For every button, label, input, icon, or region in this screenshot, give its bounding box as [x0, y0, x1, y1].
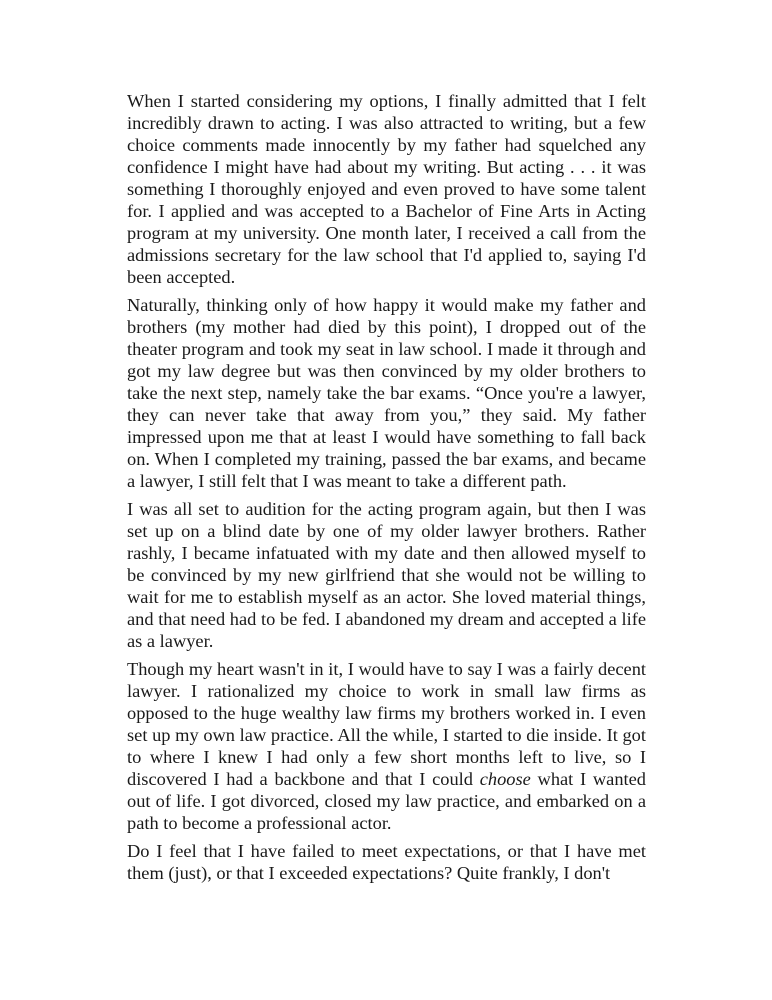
paragraph-2: Naturally, thinking only of how happy it would make my father and brothers (my mother had died by this point), I dropped out of the theater program and took my seat in law school. I made it through and got my law degree but was then convinced by my older brothers to take the next step, namely take the bar exams. “Once you're a lawyer, they can never take that away from you,” they said. My father impressed upon me that at least I would have something to fall back on. When I completed my training, passed the bar exams, and became a lawyer, I still felt that I was meant to take a different path. — [127, 295, 646, 491]
paragraph-5: Do I feel that I have failed to meet expectations, or that I have met them (just), or that I exceeded expectations? Quite frankly, I don't — [127, 841, 646, 883]
emphasized-word: choose — [479, 769, 531, 789]
paragraph-4 — [127, 658, 646, 834]
paragraph-3: I was all set to audition for the acting program again, but then I was set up on a blind date by one of my older lawyer brothers. Rather rashly, I became infatuated with my date and then allowed myself to be convinced by my new girlfriend that she would not be willing to wait for me to establish myself as an actor. She loved material things, and that need had to be fed. I abandoned my dream and accepted a life as a lawyer. — [127, 499, 646, 651]
paragraph-1: When I started considering my options, I finally admitted that I felt incredibly drawn to acting. I was also attracted to writing, but a few choice comments made innocently by my father had squelched any confidence I might have had about my writing. But acting . . . it was something I thoroughly enjoyed and even proved to have some talent for. I applied and was accepted to a Bachelor of Fine Arts in Acting program at my university. One month later, I received a call from the admissions secretary for the law school that I'd applied to, saying I'd been accepted. — [127, 91, 646, 287]
paragraph-4-end: what I wanted out of life. I got divorced, closed my law practice, and embarked on a path to become a professional actor. — [127, 769, 646, 833]
body-text — [127, 90, 646, 890]
paragraph-4-start: Though my heart wasn't in it, I would have to say I was a fairly decent lawyer. I rationalized my choice to work in small law firms as opposed to the huge wealthy law firms my brothers worked in. I even set up my own law practice. All the while, I started to die inside. It got to where I knew I had only a few short months left to live, so I discovered I had a backbone and that I could — [127, 659, 646, 789]
